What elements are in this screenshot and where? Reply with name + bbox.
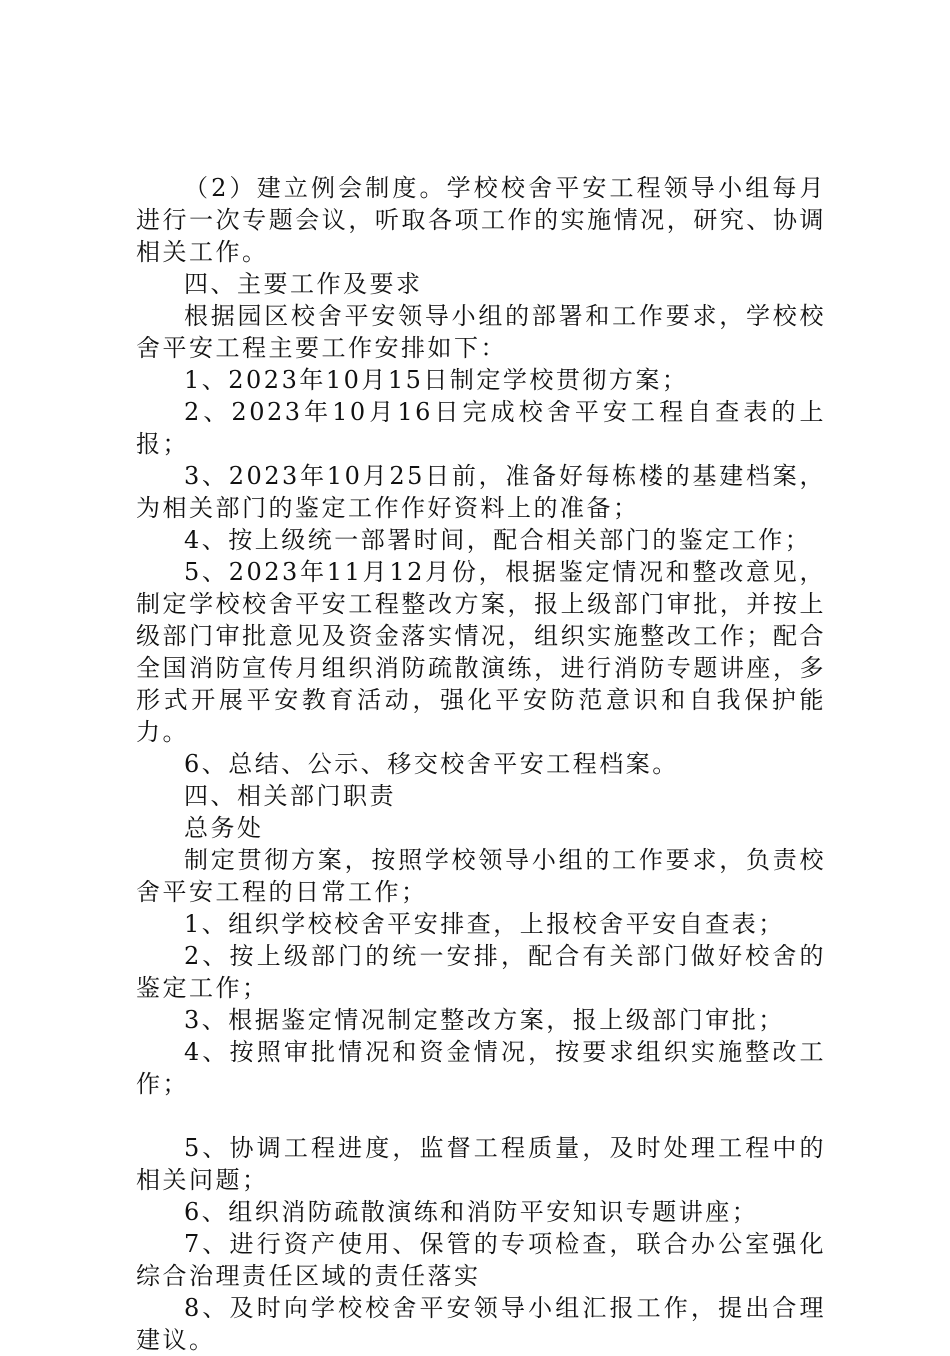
work-item-5: 5、2023年11月12月份，根据鉴定情况和整改意见，制定学校校舍平安工程整改方案，报上级部门审批，并按上级部门审批意见及资金落实情况，组织实施整改工作；配合全国消防宣传月组织消防疏散演练，进行消防专题讲座，多形式开展平安教育活动，强化平安防范意识和自我保护能力。 bbox=[136, 558, 826, 746]
paragraph-meeting-system: （2）建立例会制度。学校校舍平安工程领导小组每月进行一次专题会议，听取各项工作的实施情况，研究、协调相关工作。 bbox=[136, 174, 826, 266]
heading-department-duties: 四、相关部门职责 bbox=[184, 782, 396, 810]
paragraph-general-affairs-intro: 制定贯彻方案，按照学校领导小组的工作要求，负责校舍平安工程的日常工作； bbox=[136, 846, 826, 906]
work-item-4: 4、按上级统一部署时间，配合相关部门的鉴定工作； bbox=[184, 526, 812, 554]
blank-line bbox=[136, 1100, 826, 1132]
duty-item-4: 4、按照审批情况和资金情况，按要求组织实施整改工作； bbox=[136, 1038, 826, 1098]
duty-item-1: 1、组织学校校舍平安排查，上报校舍平安自查表； bbox=[184, 910, 785, 938]
duty-item-7: 7、进行资产使用、保管的专项检查，联合办公室强化综合治理责任区域的责任落实 bbox=[136, 1230, 826, 1290]
duty-item-8: 8、及时向学校校舍平安领导小组汇报工作，提出合理建议。 bbox=[136, 1294, 826, 1354]
heading-general-affairs: 总务处 bbox=[184, 814, 264, 842]
work-item-6: 6、总结、公示、移交校舍平安工程档案。 bbox=[184, 750, 679, 778]
duty-item-5: 5、协调工程进度，监督工程质量，及时处理工程中的相关问题； bbox=[136, 1134, 826, 1194]
duty-item-6: 6、组织消防疏散演练和消防平安知识专题讲座； bbox=[184, 1198, 759, 1226]
document-page bbox=[136, 172, 826, 1354]
heading-main-work: 四、主要工作及要求 bbox=[184, 270, 423, 298]
duty-item-3: 3、根据鉴定情况制定整改方案，报上级部门审批； bbox=[184, 1006, 785, 1034]
paragraph-work-arrangement: 根据园区校舍平安领导小组的部署和工作要求，学校校舍平安工程主要工作安排如下： bbox=[136, 302, 826, 362]
duty-item-2: 2、按上级部门的统一安排，配合有关部门做好校舍的鉴定工作； bbox=[136, 942, 826, 1002]
work-item-1: 1、2023年10月15日制定学校贯彻方案； bbox=[184, 366, 689, 394]
work-item-2: 2、2023年10月16日完成校舍平安工程自查表的上报； bbox=[136, 398, 826, 458]
work-item-3: 3、2023年10月25日前，准备好每栋楼的基建档案，为相关部门的鉴定工作作好资料上的准备； bbox=[136, 462, 826, 522]
